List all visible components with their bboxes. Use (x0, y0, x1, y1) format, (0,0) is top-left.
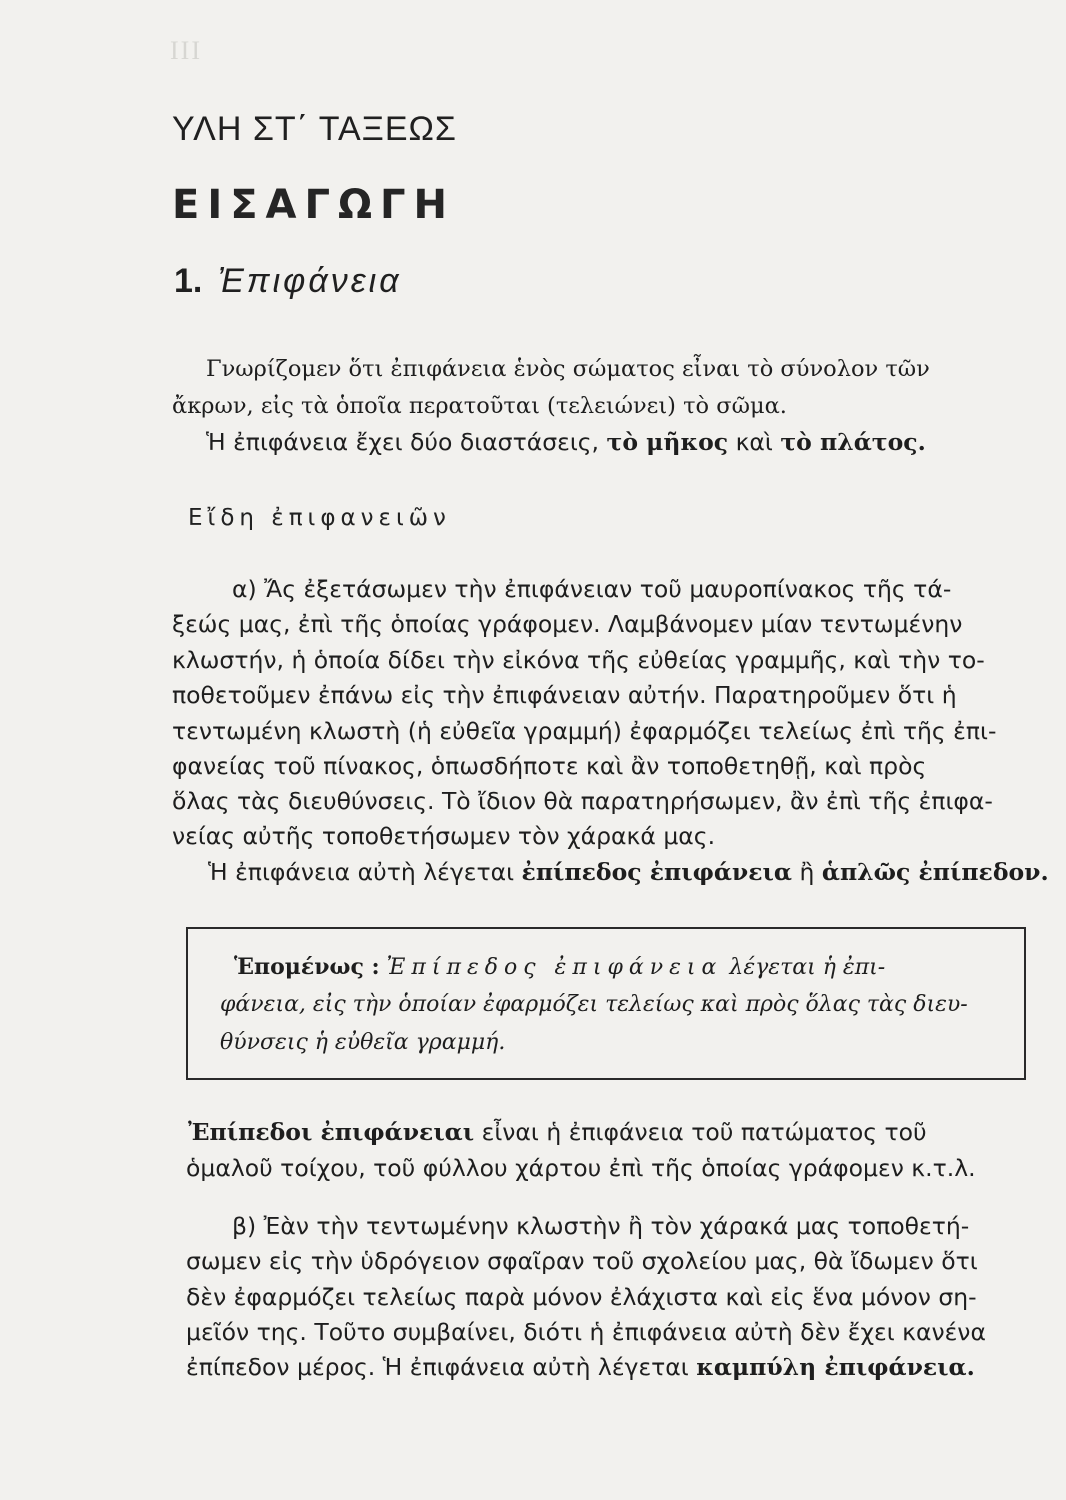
paragraph-line: μεῖόν της. Τοῦτο συμβαίνει, διότι ἡ ἐπιφάνεια αὐτὴ δὲν ἔχει κανένα (186, 1318, 986, 1346)
bold-term: Ἐπίπεδοι ἐπιφάνειαι (188, 1118, 475, 1146)
paragraph-line: ὅλας τὰς διευθύνσεις. Τὸ ἴδιον θὰ παρατηρήσωμεν, ἂν ἐπὶ τῆς ἐπιφα- (172, 787, 993, 815)
text-run: ἢ (799, 858, 815, 886)
bold-term: τὸ μῆκος (606, 428, 729, 456)
text-run: εἶναι ἡ ἐπιφάνεια τοῦ πατώματος τοῦ (481, 1118, 927, 1146)
section-number: 1. (174, 262, 203, 300)
section-title: Ἐπιφάνεια (217, 262, 402, 300)
section-heading (174, 262, 402, 301)
paragraph-line: Γνωρίζομεν ὅτι ἐπιφάνεια ἑνὸς σώματος εἶναι τὸ σύνολον τῶν (206, 356, 930, 382)
text-run: ἐπίπεδον μέρος. Ἡ ἐπιφάνεια αὐτὴ λέγεται (186, 1353, 689, 1381)
definition-box (186, 927, 1026, 1080)
bold-term: ἁπλῶς ἐπίπεδον. (821, 858, 1049, 886)
paragraph-line: α) Ἄς ἐξετάσωμεν τὴν ἐπιφάνειαν τοῦ μαυροπίνακος τῆς τά- (232, 575, 952, 603)
paragraph-line: φανείας τοῦ πίνακος, ὁπωσδήποτε καὶ ἂν τοποθετηθῇ, καὶ πρὸς (172, 752, 927, 780)
paragraph-line (188, 1118, 927, 1146)
definition-line: φάνεια, εἰς τὴν ὁποίαν ἐφαρμόζει τελείως καὶ πρὸς ὅλας τὰς διευ- (220, 992, 968, 1017)
text-run: λέγεται ἡ ἐπι- (729, 955, 886, 980)
definition-line (234, 954, 885, 980)
bold-term: καμπύλη ἐπιφάνεια. (696, 1353, 975, 1381)
kinds-heading: Εἴδη ἐπιφανειῶν (188, 505, 451, 531)
paragraph-line (186, 1353, 975, 1381)
paragraph-line: β) Ἐὰν τὴν τεντωμένην κλωστὴν ἢ τὸν χάρακά μας τοποθετή- (232, 1212, 970, 1240)
curriculum-title: ΥΛΗ ΣΤ΄ ΤΑΞΕΩΣ (172, 110, 457, 148)
paragraph-line (206, 428, 926, 456)
text-run: καὶ (735, 428, 773, 456)
bold-term: ἐπίπεδος ἐπιφάνεια (521, 858, 792, 886)
paragraph-line: ποθετοῦμεν ἐπάνω εἰς τὴν ἐπιφάνειαν αὐτήν. Παρατηροῦμεν ὅτι ἡ (172, 681, 957, 709)
paragraph-line: σωμεν εἰς τὴν ὑδρόγειον σφαῖραν τοῦ σχολείου μας, θὰ ἴδωμεν ὅτι (186, 1247, 978, 1275)
definition-line: θύνσεις ἡ εὐθεῖα γραμμή. (220, 1030, 506, 1055)
paragraph-line: δὲν ἐφαρμόζει τελείως παρὰ μόνον ἐλάχιστα καὶ εἰς ἕνα μόνον ση- (186, 1283, 977, 1311)
text-run: Ἡ ἐπιφάνεια αὐτὴ λέγεται (208, 858, 515, 886)
intro-heading: ΕΙΣΑΓΩΓΗ (172, 182, 455, 228)
paragraph-line: ἄκρων, εἰς τὰ ὁποῖα περατοῦται (τελειώνει) τὸ σῶμα. (172, 393, 787, 419)
definition-lead: Ἑπομένως : (234, 954, 380, 980)
paragraph-line (208, 858, 1049, 886)
paragraph-line: ξεώς μας, ἐπὶ τῆς ὁποίας γράφομεν. Λαμβάνομεν μίαν τεντωμένην (172, 610, 963, 638)
bold-term: τὸ πλάτος. (780, 428, 926, 456)
text-run: Ἡ ἐπιφάνεια ἔχει δύο διαστάσεις, (206, 428, 600, 456)
definition-term: Ἐπίπεδος ἐπιφάνεια (386, 955, 723, 980)
page-number: III (170, 36, 202, 65)
paragraph-line: κλωστήν, ἡ ὁποία δίδει τὴν εἰκόνα τῆς εὐθείας γραμμῆς, καὶ τὴν το- (172, 646, 985, 674)
paragraph-line: νείας αὐτῆς τοποθετήσωμεν τὸν χάρακά μας. (172, 822, 716, 850)
paragraph-line: τεντωμένη κλωστὴ (ἡ εὐθεῖα γραμμή) ἐφαρμόζει τελείως ἐπὶ τῆς ἐπι- (172, 717, 997, 745)
paragraph-line: ὁμαλοῦ τοίχου, τοῦ φύλλου χάρτου ἐπὶ τῆς ὁποίας γράφομεν κ.τ.λ. (186, 1154, 976, 1182)
